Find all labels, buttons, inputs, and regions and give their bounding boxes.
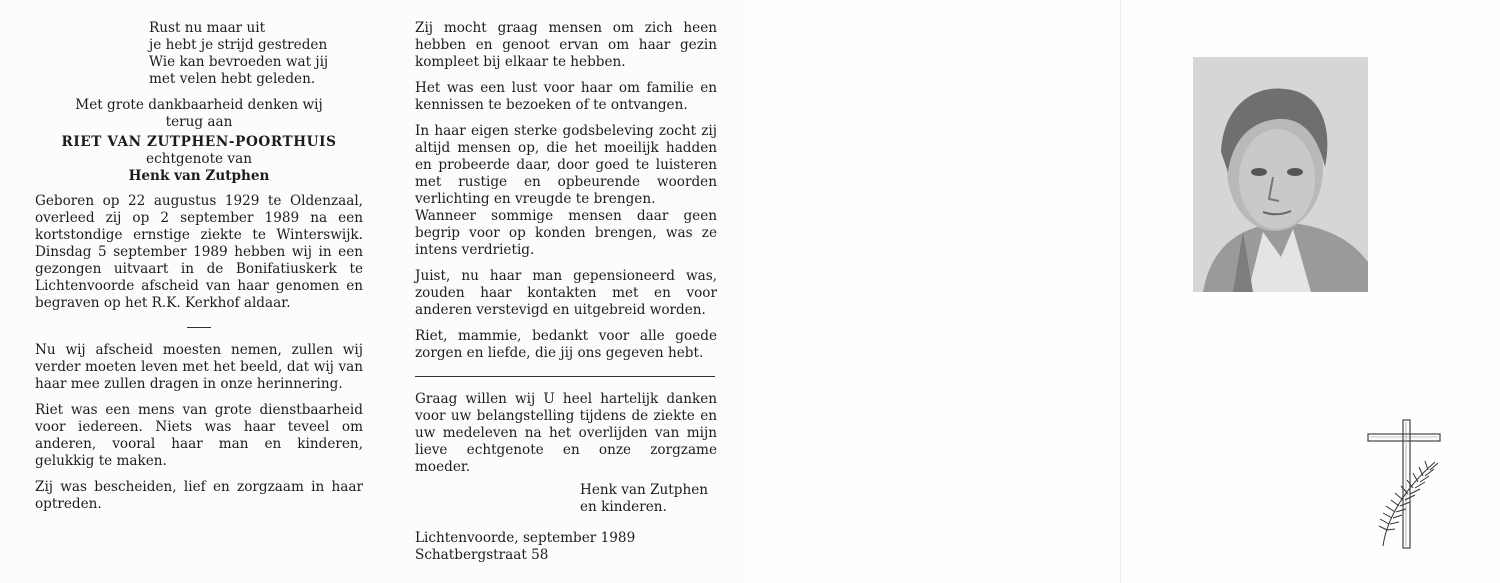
right-paragraph: Het was een lust voor haar om familie en kennissen te bezoeken of te ontvangen. (415, 80, 717, 113)
intro-line: terug aan (165, 114, 233, 130)
right-paragraph: Juist, nu haar man gepensioneerd was, zouden haar kontakten met en voor anderen verstevigd en uitgebreid worden. (415, 268, 717, 318)
signature-line: en kinderen. (580, 499, 667, 515)
poem-line: je hebt je strijd gestreden (149, 37, 328, 53)
cross-with-palm-icon (1365, 418, 1445, 550)
right-paragraph: Riet, mammie, bedankt voor alle goede zorgen en liefde, die jij ons gegeven hebt. (415, 328, 717, 361)
right-paragraph: In haar eigen sterke godsbeleving zocht zij altijd mensen op, die het moeilijk hadden en probeerde daar, door goed te luisteren met rustige en opbeurende woorden verlichting en vreugde te brengen. (415, 123, 717, 207)
signature (580, 482, 717, 516)
spouse-prefix: echtgenote van (146, 151, 252, 167)
text-column-left (35, 20, 363, 513)
poem-line: met velen hebt geleden. (149, 71, 316, 87)
left-paragraph: Zij was bescheiden, lief en zorgzaam in haar optreden. (35, 479, 363, 512)
spouse-name: Henk van Zutphen (128, 168, 270, 184)
right-paragraph: Zij mocht graag mensen om zich heen hebben en genoot ervan om haar gezin kompleet bij elkaar te hebben. (415, 20, 717, 70)
intro-line: Met grote dankbaarheid denken wij (75, 97, 323, 113)
poem (149, 20, 363, 88)
divider (415, 376, 715, 377)
intro (35, 97, 363, 131)
left-paragraph: Riet was een mens van grote dienstbaarheid voor iedereen. Niets was haar teveel om anderen, vooral haar man en kinderen, gelukkig te maken. (35, 402, 363, 469)
life-facts: Geboren op 22 augustus 1929 te Oldenzaal, overleed zij op 2 september 1989 na een kortstondige ernstige ziekte te Winterswijk. Dinsdag 5 september 1989 hebben wij in een gezongen uitvaart in de Bonifatiuskerk te Lichtenvoorde afscheid van haar genomen en begraven op het R.K. Kerkhof aldaar. (35, 193, 363, 311)
cross-icon (1365, 418, 1445, 550)
portrait-photo-image (1193, 57, 1368, 292)
text-column-right (415, 20, 717, 564)
portrait-photo (1193, 57, 1368, 292)
signature-line: Henk van Zutphen (580, 482, 708, 498)
right-paragraph: Wanneer sommige mensen daar geen begrip voor op konden brengen, was ze intens verdrietig. (415, 208, 717, 258)
left-paragraph: Nu wij afscheid moesten nemen, zullen wij verder moeten leven met het beeld, dat wij van haar mee zullen dragen in onze herinnering. (35, 342, 363, 392)
deceased-name: RIET VAN ZUTPHEN-POORTHUIS (61, 134, 337, 150)
address: Schatbergstraat 58 (415, 547, 549, 563)
poem-line: Wie kan bevroeden wat jij (149, 54, 329, 70)
place-date: Lichtenvoorde, september 1989 (415, 530, 636, 546)
divider (187, 327, 211, 328)
fold-line (1120, 0, 1121, 583)
poem-line: Rust nu maar uit (149, 20, 266, 36)
thanks-paragraph: Graag willen wij U heel hartelijk danken voor uw belangstelling tijdens de ziekte en uw medeleven na het overlijden van mijn lieve echtgenote en onze zorgzame moeder. (415, 391, 717, 475)
